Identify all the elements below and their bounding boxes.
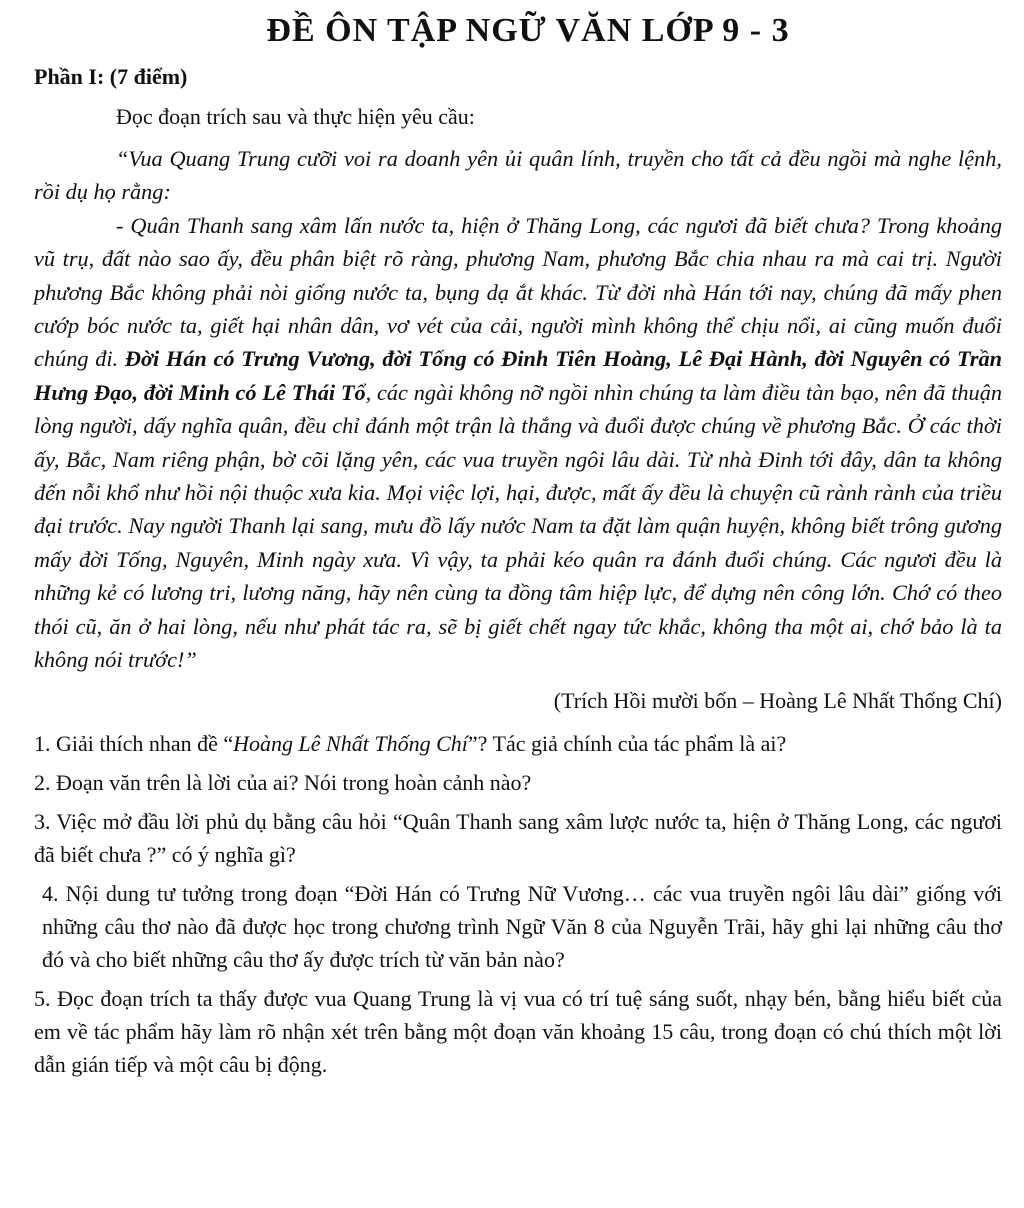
question-4: 4. Nội dung tư tưởng trong đoạn “Đời Hán có Trưng Nữ Vương… các vua truyền ngôi lâu dài” giống với những câu thơ nào đã được học trong chương trình Ngữ Văn 8 của Nguyễn Trãi, hãy ghi lại những câu thơ đó và cho biết những câu thơ ấy được trích từ văn bản nào? xyxy=(42,880,1002,972)
question-1 xyxy=(34,727,1002,760)
question-5: 5. Đọc đoạn trích ta thấy được vua Quang Trung là vị vua có trí tuệ sáng suốt, nhạy bén, bằng hiểu biết của em về tác phẩm hãy làm rõ nhận xét trên bằng một đoạn văn khoảng 15 câu, trong đoạn có chú thích một lời dẫn gián tiếp và một câu bị động. xyxy=(34,985,1002,1077)
passage-paragraph-1: “Vua Quang Trung cưỡi voi ra doanh yên ủi quân lính, truyền cho tất cả đều ngồi mà nghe lệnh, rồi dụ họ rằng: xyxy=(34,146,1002,205)
source-citation: (Trích Hồi mười bốn – Hoàng Lê Nhất Thống Chí) xyxy=(553,687,1002,713)
instruction-text: Đọc đoạn trích sau và thực hiện yêu cầu: xyxy=(116,104,475,129)
question-2: 2. Đoạn văn trên là lời của ai? Nói trong hoàn cảnh nào? xyxy=(34,769,532,795)
section-heading: Phần I: (7 điểm) xyxy=(34,64,188,89)
passage-text-continued: , các ngài không nỡ ngồi nhìn chúng ta làm điều tàn bạo, nên đã thuận lòng người, dấy nghĩa quân, đều chỉ đánh một trận là thắng và đuổi được chúng về phương Bắc. Ở các thời ấy, Bắc, Nam riêng phận, bờ cõi lặng yên, các vua truyền ngôi lâu dài. Từ nhà Đinh tới đây, dân ta không đến nỗi khổ như hồi nội thuộc xưa kia. Mọi việc lợi, hại, được, mất ấy đều là chuyện cũ rành rành của triều đại trước. Nay người Thanh lại sang, mưu đồ lấy nước Nam ta đặt làm quận huyện, không biết trông gương mấy đời Tống, Nguyên, Minh ngày xưa. Vì vậy, ta phải kéo quân ra đánh đuổi chúng. Các ngươi đều là những kẻ có lương tri, lương năng, hãy nên cùng ta đồng tâm hiệp lực, để dựng nên công lớn. Chớ có theo thói cũ, ăn ở hai lòng, nếu như phát tác ra, sẽ bị giết chết ngay tức khắc, không tha một ai, chớ bảo là ta không nói trước!” xyxy=(34,379,1002,673)
passage-excerpt xyxy=(34,142,1002,677)
page-title: ĐỀ ÔN TẬP NGỮ VĂN LỚP 9 - 3 xyxy=(266,12,790,49)
question-1-text: 1. Giải thích nhan đề “ xyxy=(34,730,234,756)
question-1-text-end: ”? Tác giả chính của tác phẩm là ai? xyxy=(467,730,787,756)
passage-text: - Quân Thanh sang xâm lấn nước ta, hiện ở Thăng Long, các ngươi đã biết chưa? Trong khoảng vũ trụ, đất nào sao ấy, đều phân biệt rõ ràng, phương Nam, phương Bắc chia nhau ra mà cai trị. Người phương Bắc không phải nòi giống nước ta, bụng dạ ắt khác. Từ đời nhà Hán tới nay, chúng đã mấy phen cướp bóc nước ta, giết hại nhân dân, vơ vét của cải, người mình không thể chịu nổi, ai cũng muốn đuổi chúng đi. xyxy=(34,212,1002,372)
question-3: 3. Việc mở đầu lời phủ dụ bằng câu hỏi “Quân Thanh sang xâm lược nước ta, hiện ở Thăng Long, các ngươi đã biết chưa ?” có ý nghĩa gì? xyxy=(34,808,1002,867)
question-1-italic-title: Hoàng Lê Nhất Thống Chí xyxy=(233,730,468,756)
passage-paragraph-2 xyxy=(34,209,1002,677)
question-list xyxy=(34,727,1002,1081)
passage-bold-text: Đời Hán có Trưng Vương, đời Tống có Đinh Tiên Hoàng, Lê Đại Hành, đời Nguyên có Trần Hưng Đạo, đời Minh có Lê Thái Tổ xyxy=(34,346,1003,405)
